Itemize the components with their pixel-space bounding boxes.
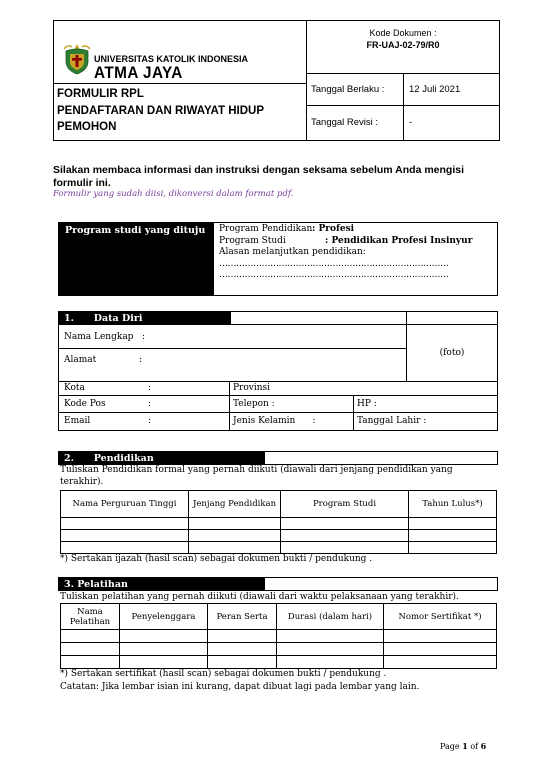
revision-date-label: Tanggal Revisi : — [311, 117, 379, 128]
col-program-studi: Program Studi — [281, 491, 409, 518]
program-pendidikan-value: : Profesi — [312, 224, 355, 234]
alasan-dots-2: ……………………………………………………………………… — [219, 270, 449, 280]
pelatihan-heading-text: 3. Pelatihan — [64, 579, 128, 590]
col-tahun-lulus: Tahun Lulus*) — [409, 491, 497, 518]
alamat-label: Alamat : — [64, 355, 143, 365]
doc-code-label: Kode Dokumen : — [369, 28, 437, 38]
program-details — [219, 224, 472, 282]
form-title-line2: PENDAFTARAN DAN RIWAYAT HIDUP — [57, 104, 265, 117]
email-colon: : — [148, 416, 152, 426]
kode-pos-colon: : — [148, 399, 152, 409]
pendidikan-footnote: *) Sertakan ijazah (hasil scan) sebagai dokumen bukti / pendukung . — [60, 554, 373, 564]
jenis-kelamin-label: Jenis Kelamin : — [233, 416, 316, 426]
program-label-text: Program studi yang dituju — [65, 225, 206, 236]
alasan-label: Alasan melanjutkan pendidikan: — [219, 247, 366, 257]
table-row — [61, 542, 497, 554]
effective-date-value: 12 Juli 2021 — [409, 84, 461, 95]
kode-pos-label: Kode Pos — [64, 399, 106, 409]
crest-icon — [62, 42, 92, 76]
email-label: Email — [64, 416, 91, 426]
university-name: UNIVERSITAS KATOLIK INDONESIA — [94, 54, 249, 64]
instruction-line1: Silakan membaca informasi dan instruksi dengan seksama sebelum Anda mengisi — [53, 164, 465, 176]
provinsi-label: Provinsi — [233, 383, 271, 393]
pendidikan-description — [60, 465, 453, 488]
pelatihan-heading — [59, 578, 265, 590]
pelatihan-description: Tuliskan pelatihan yang pernah diikuti (diawali dari waktu pelaksanaan yang terakhir). — [60, 592, 459, 602]
col-nama-pelatihan: Nama Pelatihan — [61, 604, 120, 630]
table-row — [61, 643, 497, 656]
pendidikan-table — [60, 490, 497, 554]
program-studi-label: Program Studi — [219, 235, 286, 246]
tanggal-lahir-label: Tanggal Lahir : — [357, 416, 427, 426]
kota-colon: : — [148, 383, 152, 393]
pelatihan-footnote: *) Sertakan sertifikat (hasil scan) sebagai dokumen bukti / pendukung . — [60, 669, 387, 679]
col-nomor-sertifikat: Nomor Sertifikat *) — [384, 604, 497, 630]
col-jenjang-pendidikan: Jenjang Pendidikan — [189, 491, 281, 518]
instruction-text — [53, 164, 464, 190]
page-current: 1 — [462, 741, 468, 751]
table-row — [61, 518, 497, 530]
effective-date-label: Tanggal Berlaku : — [311, 84, 385, 95]
program-pendidikan-label: Program Pendidikan — [219, 224, 313, 234]
alasan-dots-1: ……………………………………………………………………… — [219, 258, 449, 269]
col-durasi: Durasi (dalam hari) — [277, 604, 384, 630]
telepon-label: Telepon : — [233, 399, 275, 409]
pendidikan-heading-text: 2. Pendidikan — [64, 453, 154, 464]
format-note: Formulir yang sudah diisi, dikonversi dalam format pdf. — [53, 189, 294, 199]
revision-date-value: - — [409, 117, 413, 128]
data-diri-section — [58, 311, 498, 431]
pelatihan-table — [60, 603, 497, 669]
catatan-text: Catatan: Jika lembar isian ini kurang, dapat dibuat lagi pada lembar yang lain. — [60, 682, 420, 692]
data-diri-heading — [59, 312, 231, 324]
program-studi-value: : Pendidikan Profesi Insinyur — [325, 235, 473, 246]
pendidikan-desc-line2: terakhir). — [60, 476, 104, 487]
university-logo — [62, 42, 92, 76]
page-prefix: Page — [440, 742, 463, 751]
col-penyelenggara: Penyelenggara — [120, 604, 208, 630]
page-total: 6 — [480, 741, 487, 751]
program-label — [59, 223, 214, 295]
hp-label: HP : — [357, 399, 377, 409]
col-nama-perguruan-tinggi: Nama Perguruan Tinggi — [61, 491, 189, 518]
logo-wordmark: ATMA JAYA — [94, 63, 183, 82]
form-title — [57, 86, 264, 136]
table-row — [61, 630, 497, 643]
form-title-line3: PEMOHON — [57, 121, 117, 133]
page-of: of — [467, 742, 481, 751]
photo-placeholder[interactable]: (foto) — [439, 348, 465, 358]
instruction-line2: formulir ini. — [53, 177, 111, 189]
nama-lengkap-label: Nama Lengkap : — [64, 332, 146, 342]
form-title-line1: FORMULIR RPL — [57, 88, 144, 100]
data-diri-heading-text: 1. Data Diri — [64, 313, 143, 324]
pendidikan-desc-line1: Tuliskan Pendidikan formal yang pernah diikuti (diawali dari jenjang pendidikan yang — [60, 465, 453, 475]
pendidikan-heading — [59, 452, 265, 464]
doc-code-value: FR-UAJ-02-79/R0 — [366, 40, 440, 50]
table-row — [61, 656, 497, 669]
kota-label: Kota — [64, 383, 85, 393]
col-peran-serta: Peran Serta — [208, 604, 277, 630]
page-number — [440, 741, 486, 751]
table-row — [61, 530, 497, 542]
